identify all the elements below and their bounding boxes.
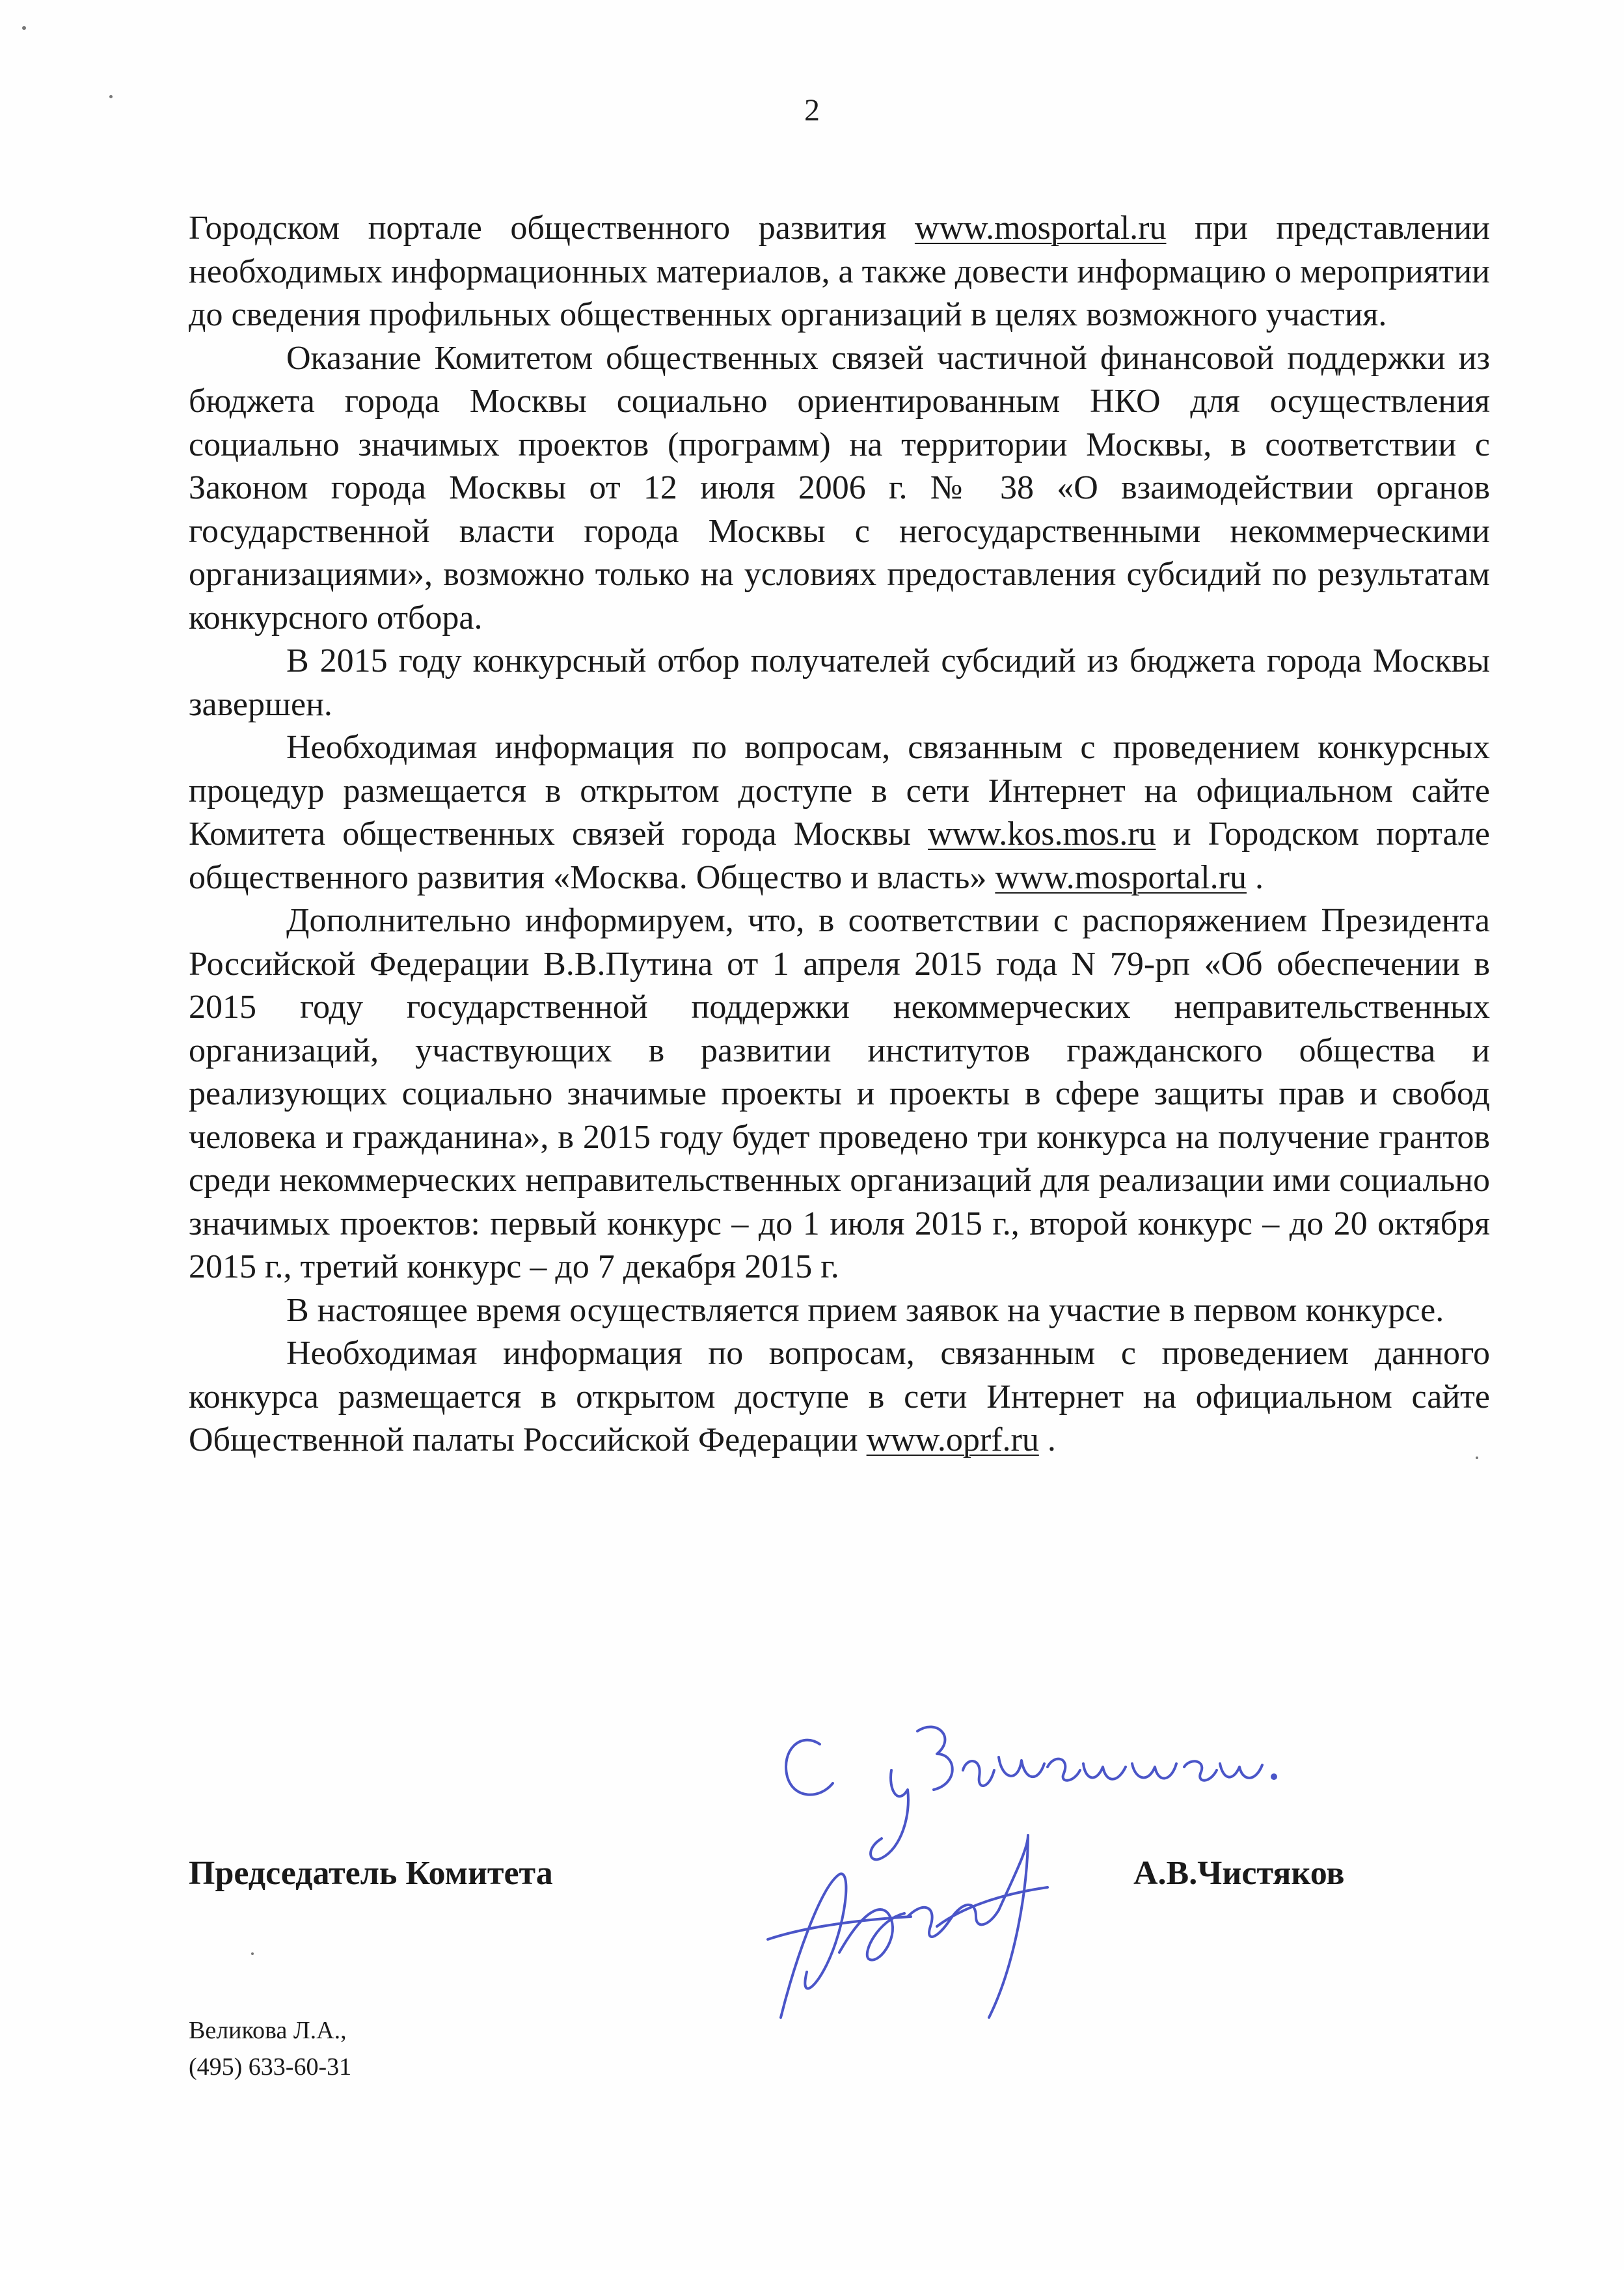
paragraph-6: В настоящее время осуществляется прием заявок на участие в первом конкурсе. xyxy=(286,1291,1444,1329)
scan-speck xyxy=(22,26,26,30)
signature-position: Председатель Комитета xyxy=(189,1855,553,1892)
paragraph-1 xyxy=(189,207,1490,337)
paragraph-7 xyxy=(189,1332,1490,1462)
paragraph-4 xyxy=(189,726,1490,899)
scan-speck xyxy=(109,95,113,98)
paragraph-7-text-end: . xyxy=(1038,1421,1056,1458)
paragraph-5: Дополнительно информируем, что, в соответствии с распоряжением Президента Российской Федерации В.В.Путина от 1 апреля 2015 года N 79-рп «Об обеспечении в 2015 году государственной поддержки некоммерческих неправительственных организаций, участвующих в развитии институтов гражданского общества и реализующих социально значимые проекты и проекты в сфере защиты прав и свобод человека и гражданина», в 2015 году будет проведено три конкурса на получение грантов среди некоммерческих неправительственных организаций для реализации ими социально значимых проектов: первый конкурс – до 1 июля 2015 г., второй конкурс – до 20 октября 2015 г., третий конкурс – до 7 декабря 2015 г. xyxy=(189,902,1490,1285)
mosportal-link-2: www.mosportal.ru xyxy=(995,858,1247,896)
letter-body xyxy=(189,207,1490,1462)
paragraph-1-text: Городском портале общественного развития xyxy=(189,210,915,247)
paragraph-4-text-end: . xyxy=(1246,858,1264,896)
paragraph-7-text: Необходимая информация по вопросам, связанным с проведением данного конкурса размещается в открытом доступе в сети Интернет на официальном сайте Общественной палаты Российской Федерации xyxy=(189,1335,1490,1458)
paragraph-3: В 2015 году конкурсный отбор получателей субсидий из бюджета города Москвы завершен. xyxy=(189,642,1490,723)
executor-name: Великова Л.А., xyxy=(189,2017,347,2044)
kos-link: www.kos.mos.ru xyxy=(928,815,1156,853)
signature-name: А.В.Чистяков xyxy=(1133,1855,1345,1892)
paragraph-2: Оказание Комитетом общественных связей частичной финансовой поддержки из бюджета города Москвы социально ориентированным НКО для осуществления социально значимых проектов (программ) на территории Москвы, в соответствии с Законом города Москвы от 12 июля 2006 г. № 38 «О взаимодействии органов государственной власти города Москвы с негосударственными некоммерческими организациями», возможно только на условиях предоставления субсидий по результатам конкурсного отбора. xyxy=(189,339,1490,636)
executor-block xyxy=(189,2012,351,2085)
paragraph-1-text-end: при представлении необходимых информационных материалов, а также довести информацию о мероприятии до сведения профильных общественных организаций в целях возможного участия. xyxy=(189,210,1490,333)
scan-speck xyxy=(251,1952,254,1955)
page-number: 2 xyxy=(804,93,820,128)
mosportal-link: www.mosportal.ru xyxy=(914,210,1167,247)
scan-speck xyxy=(1476,1456,1478,1459)
oprf-link: www.oprf.ru xyxy=(866,1421,1039,1458)
paragraph-4-text: Необходимая информация по вопросам, связанным с проведением конкурсных процедур размещается в открытом доступе в сети Интернет на официальном сайте Комитета общественных связей города Москвы xyxy=(189,729,1490,853)
executor-phone: (495) 633-60-31 xyxy=(189,2053,352,2081)
paragraph-4-text-middle: и Городском портале общественного развития «Москва. Общество и власть» xyxy=(189,815,1491,896)
